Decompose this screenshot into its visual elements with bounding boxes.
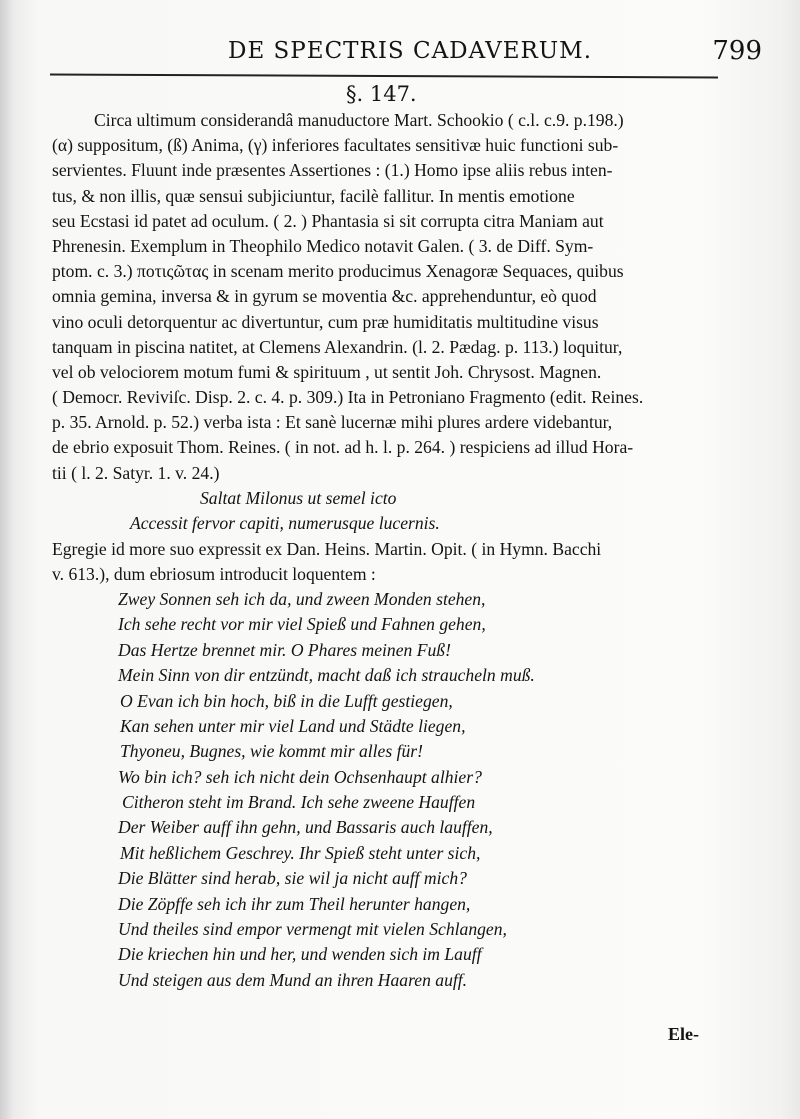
- verse-line: Mit heßlichem Geschrey. Ihr Spieß steht unter sich,: [120, 842, 481, 863]
- paragraph-1: [52, 108, 718, 486]
- verse-line: Die Blätter sind herab, sie wil ja nicht auff mich?: [118, 868, 467, 889]
- body-text: [52, 108, 718, 993]
- verse-line: Citheron steht im Brand. Ich sehe zweene Hauffen: [122, 792, 476, 813]
- latin-verse: [52, 486, 718, 537]
- verse-line: Der Weiber auff ihn gehn, und Bassaris auch lauffen,: [118, 817, 493, 838]
- verse-line: Das Hertze brennet mir. O Phares meinen Fuß!: [118, 639, 451, 660]
- text-line: de ebrio exposuit Thom. Reines. ( in not. ad h. l. p. 264. ) respiciens ad illud Hora-: [52, 437, 634, 458]
- verse-line: Accessit fervor capiti, numerusque lucernis.: [130, 513, 440, 534]
- text-line: tii ( l. 2. Satyr. 1. v. 24.): [52, 462, 220, 483]
- text-line: ( Democr. Reviviſc. Disp. 2. c. 4. p. 309.) Ita in Petroniano Fragmento (edit. Reines.: [52, 387, 644, 408]
- text-line: omnia gemina, inversa & in gyrum se moventia &c. apprehenduntur, eò quod: [52, 286, 597, 307]
- text-line: (α) suppositum, (ß) Anima, (γ) inferiores facultates sensitivæ huic functioni sub-: [52, 135, 619, 156]
- page-number: 799: [712, 36, 762, 66]
- text-line: servientes. Fluunt inde præsentes Assertiones : (1.) Homo ipse aliis rebus inten-: [52, 160, 613, 181]
- text-line: Circa ultimum considerandâ manuductore Mart. Schookio ( c.l. c.9. p.198.): [94, 110, 624, 130]
- verse-line: Saltat Milonus ut semel icto: [200, 487, 397, 508]
- text-line: ptom. c. 3.) ποτιςῶτας in scenam merito producimus Xenagoræ Sequaces, quibus: [52, 261, 624, 282]
- verse-line: Ich sehe recht vor mir viel Spieß und Fahnen gehen,: [118, 614, 486, 635]
- verse-line: Die kriechen hin und her, und wenden sich im Lauff: [118, 944, 482, 965]
- header-rule: [50, 74, 718, 79]
- text-line: Egregie id more suo expressit ex Dan. Heins. Martin. Opit. ( in Hymn. Bacchi: [52, 538, 602, 559]
- verse-line: Und theiles sind empor vermengt mit vielen Schlangen,: [118, 919, 507, 940]
- text-line: tanquam in piscina natitet, at Clemens Alexandrin. (l. 2. Pædag. p. 113.) loquitur,: [52, 336, 623, 357]
- text-line: p. 35. Arnold. p. 52.) verba ista : Et sanè lucernæ mihi plures ardere videbantur,: [52, 412, 613, 433]
- section-number: §. 147.: [346, 82, 417, 106]
- verse-line: O Evan ich bin hoch, biß in die Lufft gestiegen,: [120, 690, 453, 711]
- text-line: tus, & non illis, quæ sensui subjiciuntur, facilè fallitur. In mentis emotione: [52, 185, 575, 206]
- verse-line: Wo bin ich? seh ich nicht dein Ochsenhaupt alhier?: [118, 766, 482, 787]
- verse-line: Und steigen aus dem Mund an ihren Haaren auff.: [118, 969, 468, 990]
- running-title: DE SPECTRIS CADAVERUM.: [228, 38, 593, 64]
- text-line: seu Ecstasi id patet ad oculum. ( 2. ) Phantasia si sit corrupta citra Maniam aut: [52, 210, 604, 231]
- verse-line: Die Zöpffe seh ich ihr zum Theil herunter hangen,: [118, 893, 471, 914]
- verse-line: Zwey Sonnen seh ich da, und zween Monden stehen,: [118, 588, 486, 609]
- verse-line: Thyoneu, Bugnes, wie kommt mir alles für!: [120, 741, 423, 762]
- german-verse: [52, 587, 718, 993]
- text-line: vino oculi detorquentur ac divertuntur, cum præ humiditatis multitudine visus: [52, 311, 599, 332]
- catchword: Ele-: [668, 1024, 699, 1044]
- text-line: vel ob velociorem motum fumi & spirituum , ut sentit Joh. Chrysost. Magnen.: [52, 361, 602, 382]
- verse-line: Mein Sinn von dir entzündt, macht daß ich straucheln muß.: [118, 665, 535, 686]
- verse-line: Kan sehen unter mir viel Land und Städte liegen,: [120, 715, 466, 736]
- paragraph-2: [52, 537, 718, 587]
- text-line: Phrenesin. Exemplum in Theophilo Medico notavit Galen. ( 3. de Diff. Sym-: [52, 235, 594, 256]
- running-head: [40, 34, 762, 74]
- text-line: v. 613.), dum ebriosum introducit loquentem :: [52, 563, 376, 584]
